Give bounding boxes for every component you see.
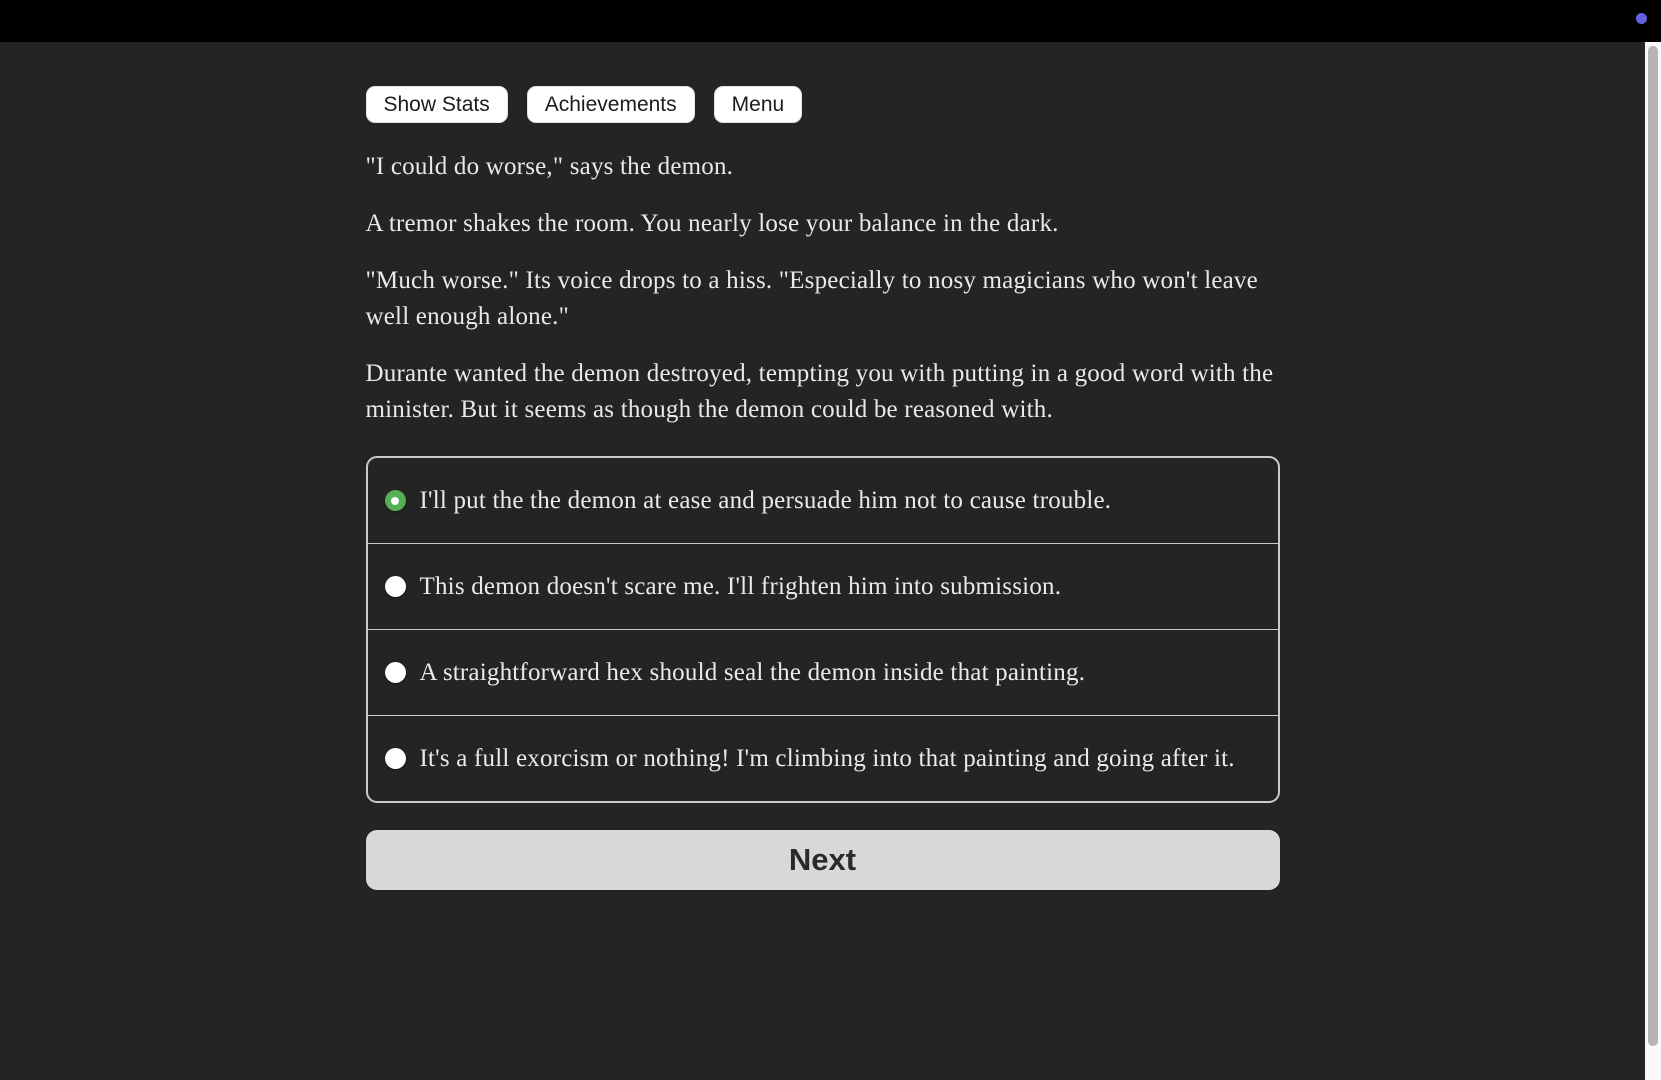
- notification-dot-icon: [1636, 13, 1647, 24]
- menu-button[interactable]: Menu: [714, 86, 803, 123]
- radio-button-option-2[interactable]: [385, 576, 406, 597]
- choice-option-label: A straightforward hex should seal the demon inside that painting.: [419, 658, 1086, 686]
- choice-option-1[interactable]: [368, 458, 1278, 543]
- choice-option-2[interactable]: [368, 543, 1278, 629]
- story-paragraph: "Much worse." Its voice drops to a hiss. "Especially to nosy magicians who won't leave well enough alone.": [365, 267, 1258, 330]
- scrollbar-thumb[interactable]: [1648, 46, 1658, 1046]
- story-paragraph: Durante wanted the demon destroyed, tempting you with putting in a good word with the minister. But it seems as though the demon could be reasoned with.: [365, 360, 1274, 423]
- radio-button-option-3[interactable]: [385, 662, 406, 683]
- next-button[interactable]: Next: [366, 830, 1280, 890]
- choice-option-3[interactable]: [368, 629, 1278, 715]
- story-paragraph: "I could do worse," says the demon.: [365, 153, 734, 180]
- story-text: [366, 149, 1280, 428]
- choice-option-label: It's a full exorcism or nothing! I'm climbing into that painting and going after it.: [419, 744, 1235, 772]
- radio-button-option-1[interactable]: [385, 490, 406, 511]
- story-paragraph: A tremor shakes the room. You nearly lose your balance in the dark.: [365, 210, 1059, 237]
- choice-option-label: This demon doesn't scare me. I'll frighten him into submission.: [419, 572, 1062, 600]
- choice-option-4[interactable]: [368, 715, 1278, 801]
- choice-options-group: [366, 456, 1280, 803]
- show-stats-button[interactable]: Show Stats: [366, 86, 508, 123]
- choice-option-label: I'll put the the demon at ease and persuade him not to cause trouble.: [419, 486, 1112, 514]
- window-title-bar: [0, 0, 1661, 42]
- radio-button-option-4[interactable]: [385, 748, 406, 769]
- game-page: [0, 42, 1645, 1080]
- achievements-button[interactable]: Achievements: [527, 86, 695, 123]
- game-toolbar: [366, 86, 1280, 123]
- scrollbar[interactable]: [1645, 42, 1661, 1080]
